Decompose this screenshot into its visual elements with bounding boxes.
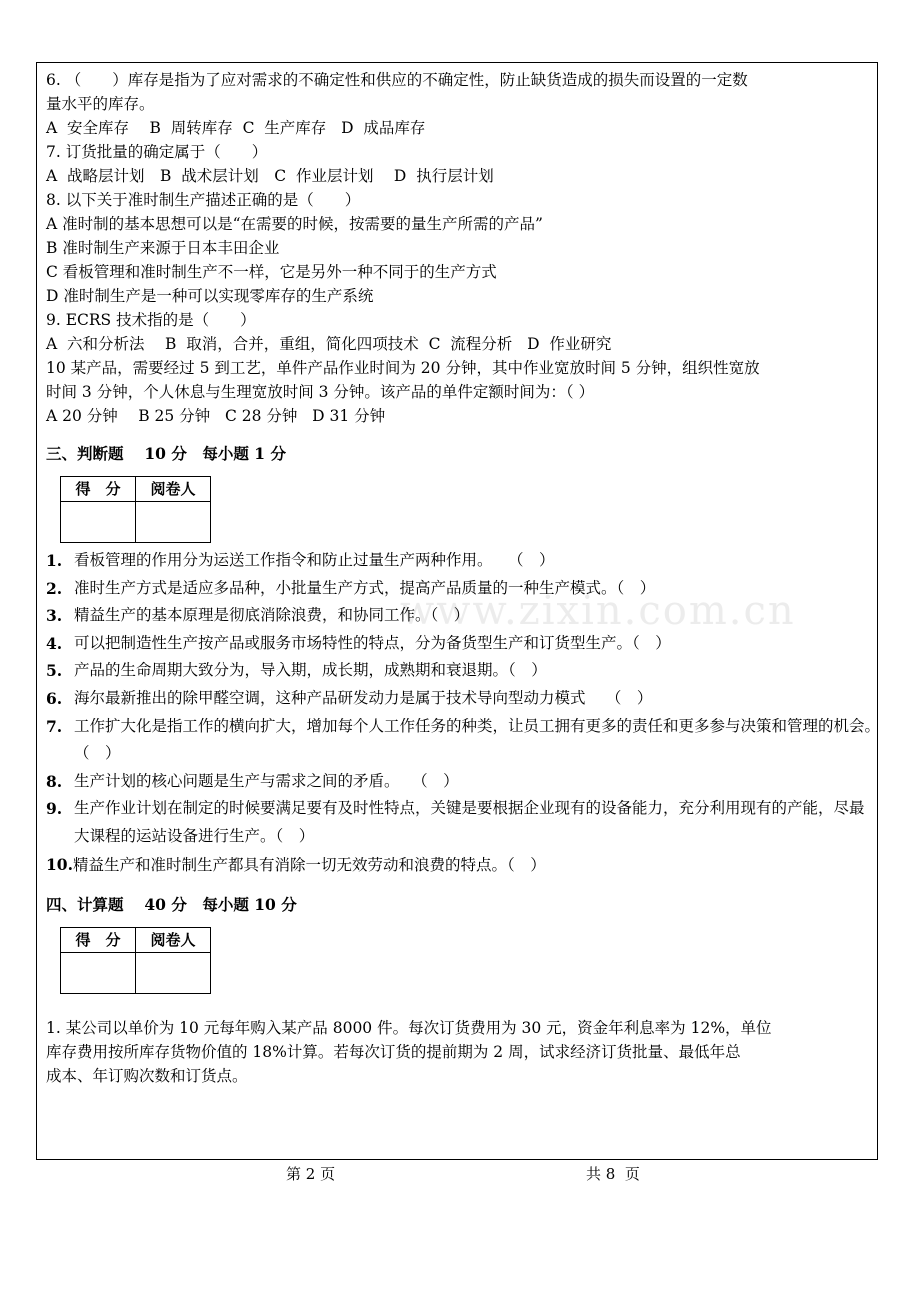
question-8-option-c: C 看板管理和准时制生产不一样，它是另外一种不同于的生产方式 — [46, 263, 497, 281]
question-8: 8. 以下关于准时制生产描述正确的是（ ） — [46, 191, 361, 209]
judgement-item: 1. 看板管理的作用分为运送工作指令和防止过量生产两种作用。 （ ） — [46, 551, 555, 570]
question-9: 9. ECRS 技术指的是（ ） — [46, 311, 256, 329]
score-header: 得 分 — [61, 928, 136, 953]
calc-question-1-line1: 1. 某公司以单价为 10 元每年购入某产品 8000 件。每次订货费用为 30 元，资金年利息率为 12%，单位 — [46, 1019, 772, 1038]
question-8-option-d: D 准时制生产是一种可以实现零库存的生产系统 — [46, 287, 374, 305]
grader-header: 阅卷人 — [136, 477, 211, 502]
grader-cell[interactable] — [136, 953, 211, 994]
judgement-item: 3. 精益生产的基本原理是彻底消除浪费，和协同工作。（ ） — [46, 606, 470, 626]
question-10-line1: 10 某产品，需要经过 5 到工艺，单件产品作业时间为 20 分钟，其中作业宽放时间 5 分钟，组织性宽放 — [46, 359, 760, 377]
judgement-item: 4. 可以把制造性生产按产品或服务市场特性的特点，分为备货型生产和订货型生产。（ ） — [46, 633, 671, 653]
judgement-item: 2. 准时生产方式是适应多品种，小批量生产方式，提高产品质量的一种生产模式。（ ） — [46, 578, 656, 598]
calc-question-1-line2: 库存费用按所库存货物价值的 18%计算。若每次订货的提前期为 2 周，试求经济订货批量、最低年总 — [46, 1043, 741, 1062]
judgement-item: 7. 工作扩大化是指工作的横向扩大，增加每个人工作任务的种类，让员工拥有更多的责任和更多参与决策和管理的机会。 （ ） — [46, 716, 893, 763]
total-pages: 共 8 页 — [586, 1165, 640, 1183]
score-cell[interactable] — [61, 953, 136, 994]
question-6-line1: 6. （ ）库存是指为了应对需求的不确定性和供应的不确定性，防止缺货造成的损失而设置的一定数 — [46, 71, 748, 89]
question-7-options: A 战略层计划 B 战术层计划 C 作业层计划 D 执行层计划 — [46, 167, 494, 185]
judgement-item: 8. 生产计划的核心问题是生产与需求之间的矛盾。 （ ） — [46, 771, 459, 791]
judgement-list — [46, 547, 893, 879]
calc-question-1-line3: 成本、年订购次数和订货点。 — [46, 1067, 248, 1086]
section-3-title: 三、判断题 10 分 每小题 1 分 — [46, 444, 286, 463]
judgement-item: 10.精益生产和准时制生产都具有消除一切无效劳动和浪费的特点。（ ） — [46, 854, 546, 874]
question-8-option-a: A 准时制的基本思想可以是“在需要的时候，按需要的量生产所需的产品” — [46, 215, 543, 233]
question-8-option-b: B 准时制生产来源于日本丰田企业 — [46, 239, 280, 257]
judgement-item: 5. 产品的生命周期大致分为，导入期，成长期，成熟期和衰退期。（ ） — [46, 661, 547, 681]
page-number: 第 2 页 — [286, 1165, 336, 1183]
score-table-section-3 — [60, 476, 211, 543]
score-header: 得 分 — [61, 477, 136, 502]
question-10-options: A 20 分钟 B 25 分钟 C 28 分钟 D 31 分钟 — [46, 407, 386, 425]
judgement-item: 9. 生产作业计划在制定的时候要满足要有及时性特点，关键是要根据企业现有的设备能力，充分利用现有的产能，尽最大课程的运站设备进行生产。（ ） — [46, 799, 865, 845]
section-4-title: 四、计算题 40 分 每小题 10 分 — [46, 895, 297, 915]
question-6-options: A 安全库存 B 周转库存 C 生产库存 D 成品库存 — [46, 119, 426, 137]
score-table-section-4 — [60, 927, 211, 994]
score-cell[interactable] — [61, 502, 136, 543]
grader-cell[interactable] — [136, 502, 211, 543]
question-10-line2: 时间 3 分钟，个人休息与生理宽放时间 3 分钟。该产品的单件定额时间为：（ ） — [46, 383, 595, 401]
question-7: 7. 订货批量的确定属于（ ） — [46, 143, 268, 161]
grader-header: 阅卷人 — [136, 928, 211, 953]
exam-content — [46, 68, 893, 1088]
question-6-line2: 量水平的库存。 — [46, 95, 155, 113]
watermark: www.zixin.com.cn — [400, 588, 796, 634]
question-9-options: A 六和分析法 B 取消，合并，重组，简化四项技术 C 流程分析 D 作业研究 — [46, 335, 612, 353]
judgement-item: 6. 海尔最新推出的除甲醛空调，这种产品研发动力是属于技术导向型动力模式 （ ） — [46, 688, 653, 708]
